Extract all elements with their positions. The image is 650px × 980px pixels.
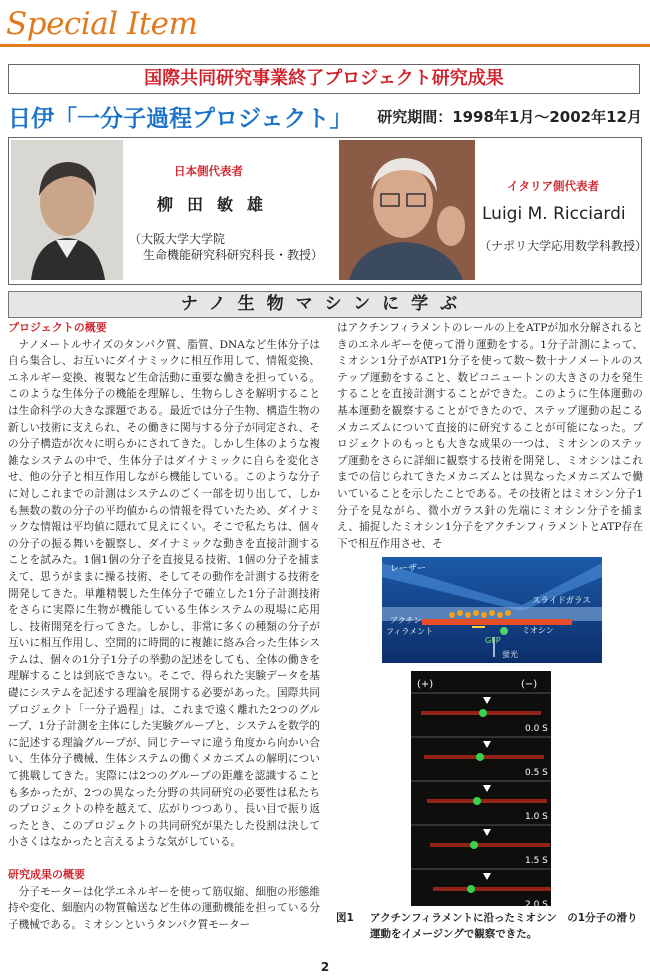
- frame-gfp-spot: [473, 797, 481, 805]
- italy-representative-photo: [339, 140, 475, 280]
- label-actin-2: フィラメント: [386, 627, 434, 636]
- caption-number: 図1: [336, 912, 354, 924]
- frame-gfp-spot: [476, 753, 484, 761]
- section-heading: ナノ生物マシンに学ぶ: [8, 291, 642, 318]
- results-text-right: はアクチンフィラメントのレールの上をATPが加水分解されるときのエネルギーを使って滑り運動をする。1分子計測によって、ミオシン1分子がATP1分子を使って数～数十ナノメートルのステップ運動をすること、数ピコニュートンの大きさの力を発生することを直接計測することができた。このように生体運動の基本運動を観察することができたので、ステップ運動の起こるメカニズムについて直接的に研究することが可能になった。プロジェクトのもっとも大きな成果の一つは、ミオシンのステップ運動をさらに詳細に観察する技術を開発し、ミオシンはこれまでの信じられてきたメカニズムとは異なったメカニズムで働いていることを示したことである。その技術とはミオシン分子1分子を見ながら、微小ガラス針の先端にミオシン分子を捕まえ、捕捉したミオシン1分子をアクチンフィラメントとATP存在下で相互作用させ、そ: [337, 322, 643, 550]
- results-text-left: 分子モーターは化学エネルギーを使って筋収縮、細胞の形態維持や変化、細胞内の物質輸送など生体の運動機能を担っている分子機械である。ミオシンというタンパク質モーター: [8, 885, 320, 931]
- frame-time-label: 2.0 S: [525, 900, 548, 906]
- plus-label: (+): [417, 679, 434, 690]
- gfp-marker: [500, 627, 508, 635]
- japan-representative-photo: [11, 140, 123, 280]
- label-actin-1: アクチン: [390, 616, 422, 625]
- label-fluorescence: 蛍光: [502, 650, 518, 659]
- research-period: 研究期間：1998年1月～2002年12月: [377, 108, 642, 126]
- frame-time-label: 0.0 S: [525, 724, 548, 734]
- italy-role: イタリア側代表者: [507, 179, 599, 193]
- label-gfp: GFP: [485, 636, 501, 645]
- caption-text: アクチンフィラメントに沿ったミオシン の1分子の滑り運動をイメージングで観察できた。: [370, 912, 638, 940]
- label-glass: スライドガラス: [532, 596, 591, 606]
- japan-affiliation-2: 生命機能研究科研究科長・教授）: [143, 248, 324, 262]
- results-heading: 研究成果の概要: [8, 868, 85, 881]
- frame-filament: [433, 887, 551, 891]
- frame-gfp-spot: [479, 709, 487, 717]
- frame-time-label: 0.5 S: [525, 768, 548, 778]
- actin-filament: [422, 619, 572, 625]
- left-column: [8, 320, 320, 933]
- italy-affiliation: （ナポリ大学応用数学科教授）: [479, 239, 648, 253]
- header-rule: [0, 44, 650, 47]
- frame-time-label: 1.0 S: [525, 812, 548, 822]
- frame-filament: [427, 799, 547, 803]
- main-title: 日伊「一分子過程プロジェクト」: [8, 106, 353, 132]
- frame-time-label: 1.5 S: [525, 856, 548, 866]
- frame-filament: [430, 843, 550, 847]
- representatives-box: [8, 137, 648, 285]
- label-laser: レーザー: [390, 564, 427, 574]
- time-lapse-frames: [411, 671, 551, 906]
- banner: 国際共同研究事業終了プロジェクト研究成果: [8, 64, 640, 94]
- frame-gfp-spot: [470, 841, 478, 849]
- minus-label: (−): [521, 679, 538, 690]
- label-myosin: ミオシン: [522, 626, 554, 635]
- page-number: 2: [320, 960, 330, 974]
- overview-text: ナノメートルサイズのタンパク質、脂質、DNAなど生体分子は自ら集合し、お互いにダイナミックに相互作用して、情報変換、エネルギー変換、複製など生命活動に重要な働きを担っている。このような生体分子の機能を理解し、生物らしさを解明することは生命科学の大きな課題である。最近では分子生物、構造生物の新しい技術に支えられ、その働きに関与する分子が同定され、その分子構造が次々に明らかにされてきた。しかし生体のような複雑なシステムの中で、生体分子はダイナミックに自らを変化させ、他の分子と相互作用しながら機能している。このような分子に対しこれまでの計測はシステムのごく一部を切り出して、しかも無数の数の分子の平均値からの情報を得ていたため、ダイナミックな情報は平均値に隠れて見えにくい。そこで私たちは、個々の分子の振る舞いを観察し、ダイナミックな動きを直接計測することを試みた。1個1個の分子を直接見る技術、1個の分子を捕まえて、思うがままに操る技術、そしてその動作を計測する技術を開発してきた。単離精製した生体分子で確立した1分子計測技術をさらに実際に生物が機能している生体システムの現場に応用し、技術開発を行ってきた。しかし、非常に多くの種類の分子が互いに相互作用し、空間的に時間的に複雑に絡み合った生体システムは、個々の1分子1分子の挙動の記述をしても、全体の働きを理解することは到底できない。そこで、得られた実験データを基礎にシステムを記述する理論を展開する必要があった。国際共同プロジェクト「一分子過程」は、これまで遠く離れた2つのグループ、1分子計測を主体にした実験グループと、システムを数学的に記述する理論グループが、同じテーマに違う角度から向かい合い、生体分子機械、生体システムの働くメカニズムの解明について挑戦してきた。実際には2つのグループの距離を認識することも多かったが、2つの異なった分野の共同研究の必要性は私たちのプロジェクトの枠を越えて、広がりつつあり、長い目で振り返ったとき、このプロジェクトの共同研究が果たした役割は決して小さくはなかったと言えるような気がしている。: [8, 338, 320, 849]
- title-row: [8, 100, 642, 132]
- japan-affiliation-1: （大阪大学大学院: [129, 232, 226, 246]
- right-column: [337, 320, 643, 552]
- experiment-diagram: [382, 557, 602, 663]
- overview-heading: プロジェクトの概要: [8, 321, 107, 334]
- japan-role: 日本側代表者: [174, 164, 243, 178]
- italy-name: Luigi M. Ricciardi: [482, 204, 626, 224]
- header-title: Special Item: [6, 6, 198, 42]
- frame-gfp-spot: [467, 885, 475, 893]
- japan-name: 柳田敏雄: [157, 195, 278, 214]
